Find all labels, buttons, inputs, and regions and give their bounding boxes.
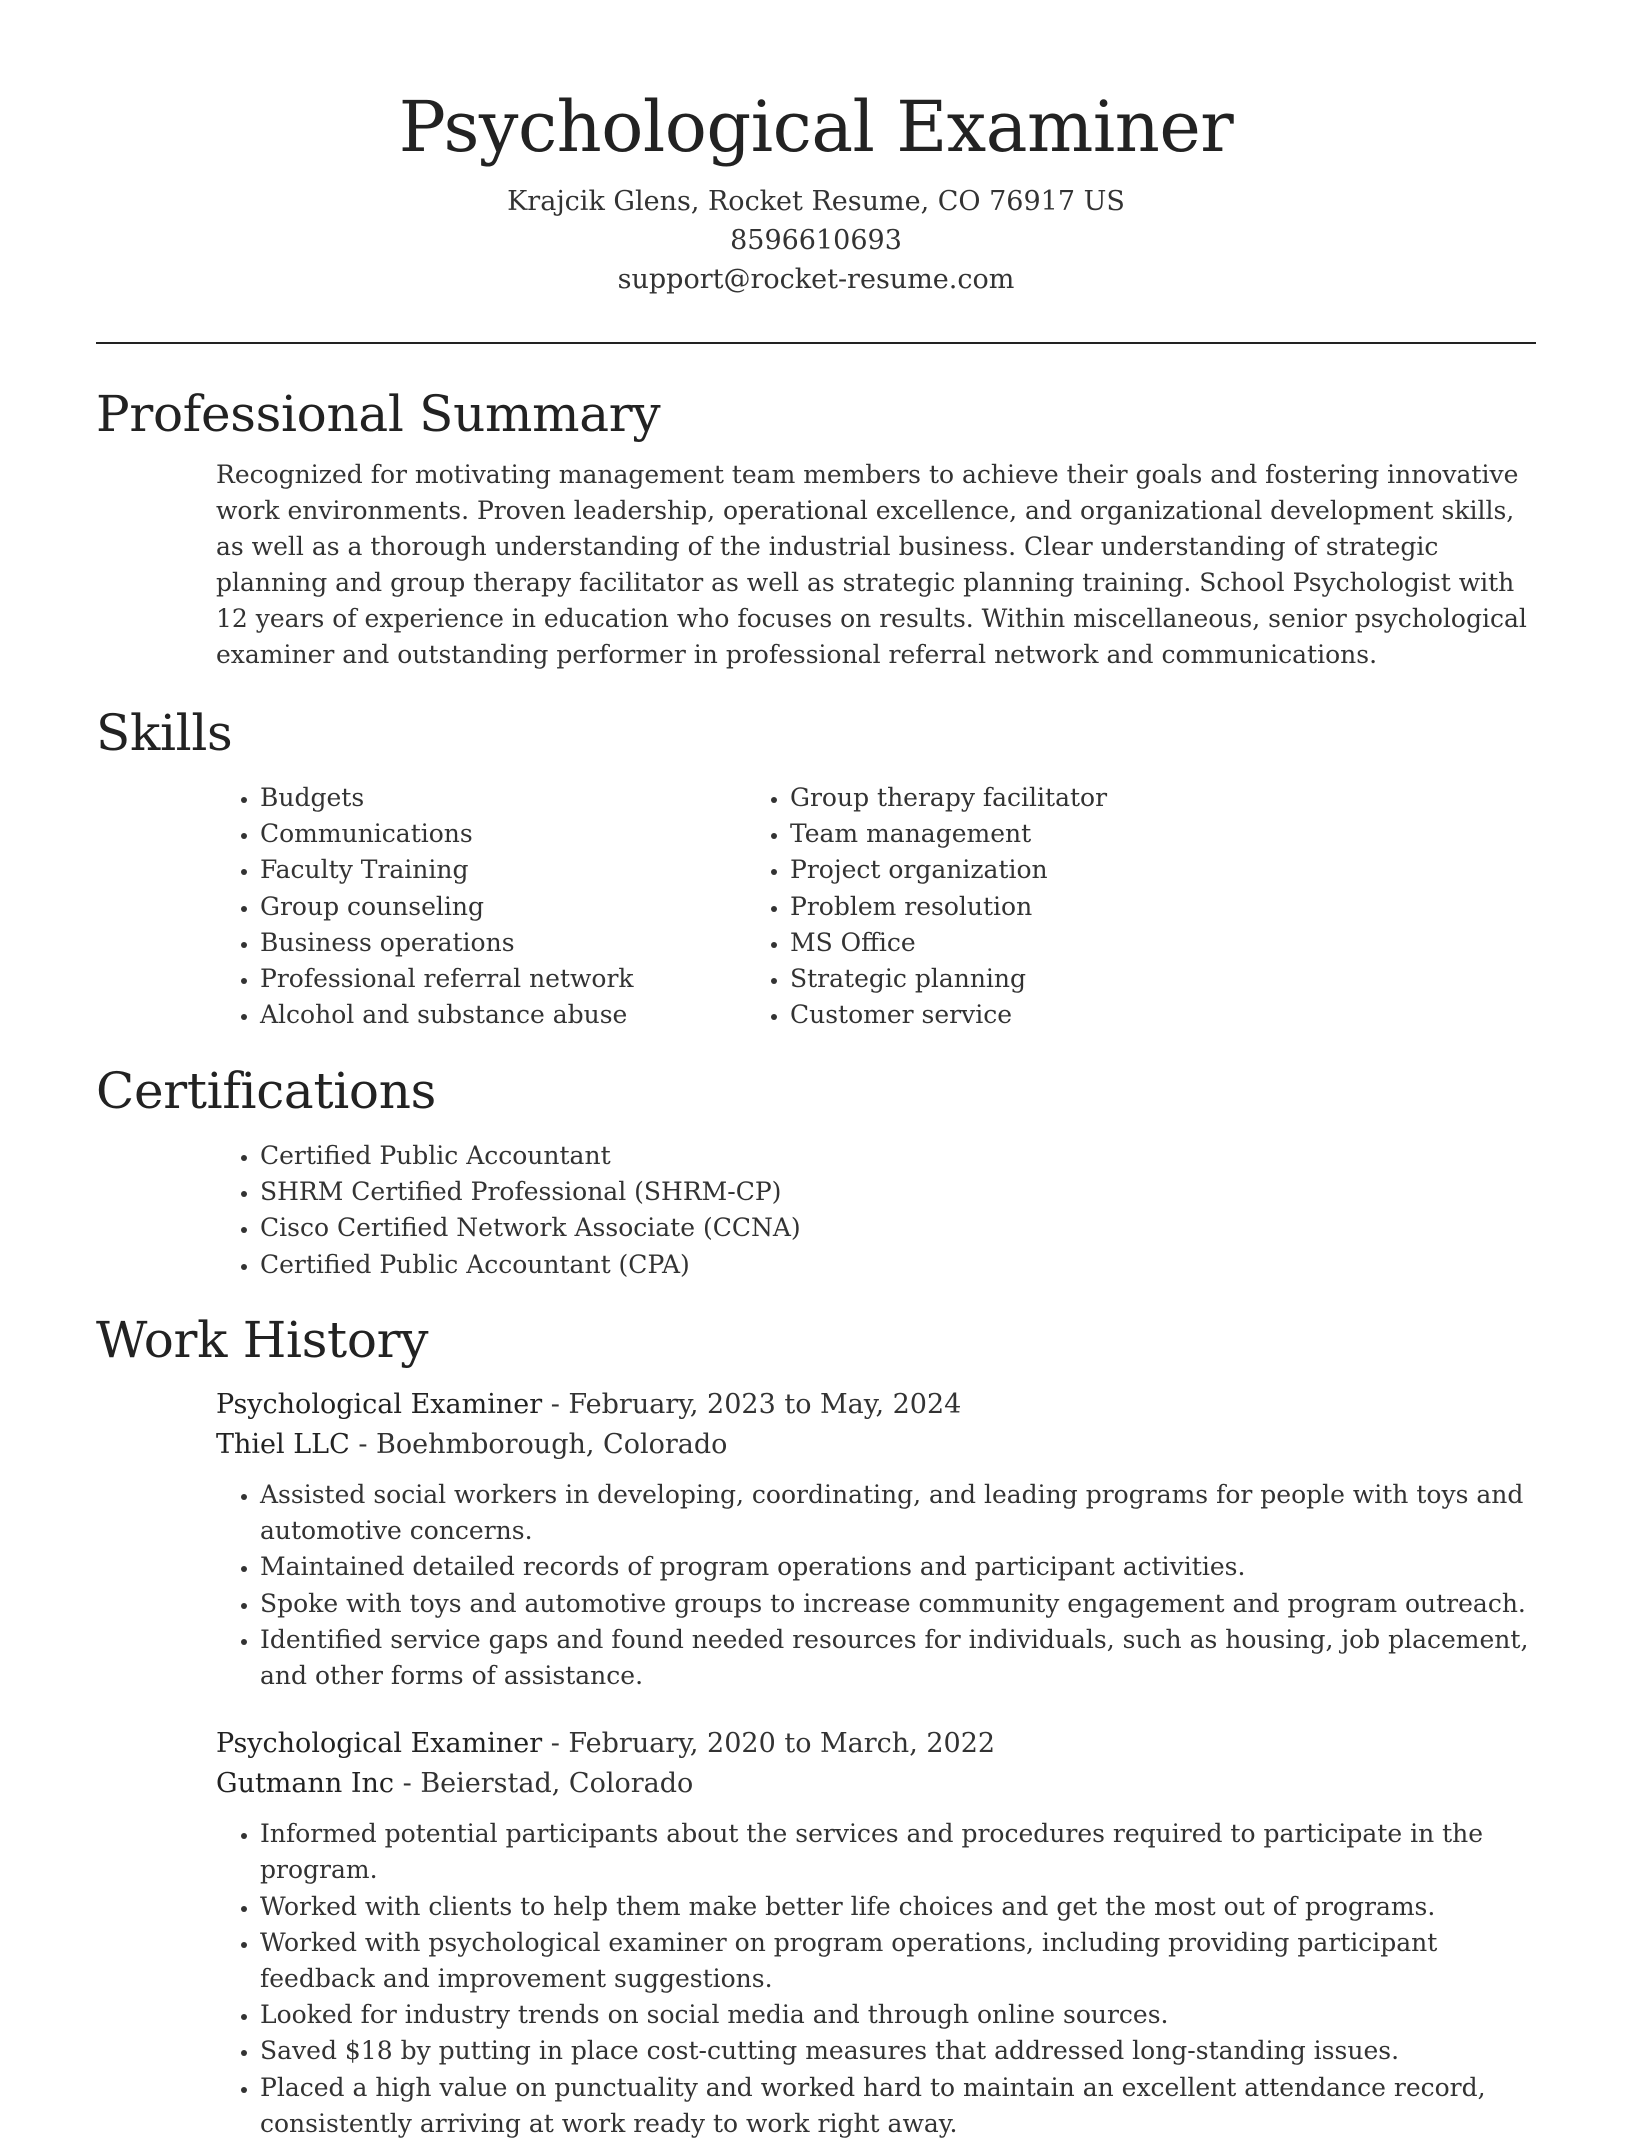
- list-item: • Business operations: [260, 925, 746, 961]
- list-item: • Communications: [260, 816, 746, 852]
- skills-list-left: [96, 780, 746, 1033]
- list-item: • Faculty Training: [260, 852, 746, 888]
- list-item: • Maintained detailed records of program operations and participant activities.: [260, 1549, 1540, 1585]
- list-item: • Saved $18 by putting in place cost-cutting measures that addressed long-standing issues.: [260, 2033, 1540, 2069]
- job-role: Psychological Examiner: [216, 1728, 543, 1760]
- skills-column-right: [746, 780, 1396, 1033]
- job-role: Psychological Examiner: [216, 1389, 543, 1420]
- list-item: • Spoke with toys and automotive groups to increase community engagement and program outreach.: [260, 1586, 1540, 1622]
- list-item: • Certified Public Accountant (CPA): [260, 1247, 1536, 1283]
- list-item: • Looked for industry trends on social media and through online sources.: [260, 1997, 1540, 2033]
- job-company: Thiel LLC: [216, 1429, 350, 1460]
- jobs-list: [96, 1385, 1536, 2142]
- certifications-section: [96, 1058, 1536, 1283]
- candidate-name: Psychological Examiner: [398, 86, 1234, 168]
- job-company-line: [216, 1764, 1536, 1804]
- summary-section: [96, 381, 1536, 673]
- list-item: • Certified Public Accountant: [260, 1138, 1536, 1174]
- skills-section: [96, 700, 1536, 1033]
- list-item: • Budgets: [260, 780, 746, 816]
- job-location: - Beierstad, Colorado: [394, 1768, 694, 1800]
- job-location: - Boehmborough, Colorado: [349, 1429, 728, 1460]
- skills-list-right: [746, 780, 1396, 1033]
- list-item: • SHRM Certified Professional (SHRM-CP): [260, 1174, 1536, 1210]
- list-item: • Worked with clients to help them make better life choices and get the most out of programs.: [260, 1889, 1540, 1925]
- job-entry: [216, 1385, 1536, 1694]
- job-company: Gutmann Inc: [216, 1768, 395, 1800]
- list-item: • Cisco Certified Network Associate (CCNA): [260, 1210, 1536, 1246]
- list-item: • Placed a high value on punctuality and worked hard to maintain an excellent attendance record, consistently arriving at work ready to work right away.: [260, 2070, 1540, 2142]
- list-item: • Customer service: [790, 997, 1396, 1033]
- job-duties-list: [216, 1816, 1540, 2142]
- list-item: • Alcohol and substance abuse: [260, 997, 746, 1033]
- skills-heading: Skills: [96, 704, 233, 762]
- job-dates: - February, 2023 to May, 2024: [542, 1389, 962, 1420]
- work-history-section: [96, 1307, 1536, 2142]
- certifications-heading: Certifications: [96, 1062, 436, 1120]
- list-item: • Identified service gaps and found needed resources for individuals, such as housing, job placement, and other forms of assistance.: [260, 1622, 1540, 1694]
- summary-heading: Professional Summary: [96, 385, 661, 443]
- phone: 8596610693: [730, 225, 902, 256]
- list-item: • Informed potential participants about the services and procedures required to participate in the program.: [260, 1816, 1540, 1888]
- job-duties-list: [216, 1477, 1540, 1694]
- summary-text: Recognized for motivating management team members to achieve their goals and fostering innovative work environments. Proven leadership, operational excellence, and organizational development skills, as well as a thorough understanding of the industrial business. Clear understanding of strategic planning and group therapy facilitator as well as strategic planning training. School Psychologist with 12 years of experience in education who focuses on results. Within miscellaneous, senior psychological examiner and outstanding performer in professional referral network and communications.: [216, 460, 1527, 669]
- list-item: • Assisted social workers in developing, coordinating, and leading programs for people with toys and automotive concerns.: [260, 1477, 1540, 1549]
- list-item: • Strategic planning: [790, 961, 1396, 997]
- list-item: • MS Office: [790, 925, 1396, 961]
- list-item: • Professional referral network: [260, 961, 746, 997]
- list-item: • Worked with psychological examiner on program operations, including providing participant feedback and improvement suggestions.: [260, 1925, 1540, 1997]
- job-company-line: [216, 1425, 1536, 1465]
- job-title-line: [216, 1385, 1536, 1425]
- list-item: • Team management: [790, 816, 1396, 852]
- email: support@rocket-resume.com: [617, 264, 1015, 295]
- skills-columns: [96, 780, 1536, 1033]
- list-item: • Problem resolution: [790, 889, 1396, 925]
- address: Krajcik Glens, Rocket Resume, CO 76917 US: [507, 186, 1125, 217]
- job-entry: [216, 1724, 1536, 2142]
- list-item: • Project organization: [790, 852, 1396, 888]
- work-history-heading: Work History: [96, 1311, 429, 1369]
- certifications-list: [96, 1138, 1536, 1283]
- list-item: • Group counseling: [260, 889, 746, 925]
- header-divider: [96, 342, 1536, 344]
- contact-info: [0, 182, 1632, 299]
- list-item: • Group therapy facilitator: [790, 780, 1396, 816]
- job-title-line: [216, 1724, 1536, 1764]
- skills-column-left: [96, 780, 746, 1033]
- resume-header: [0, 82, 1632, 299]
- job-dates: - February, 2020 to March, 2022: [542, 1728, 996, 1760]
